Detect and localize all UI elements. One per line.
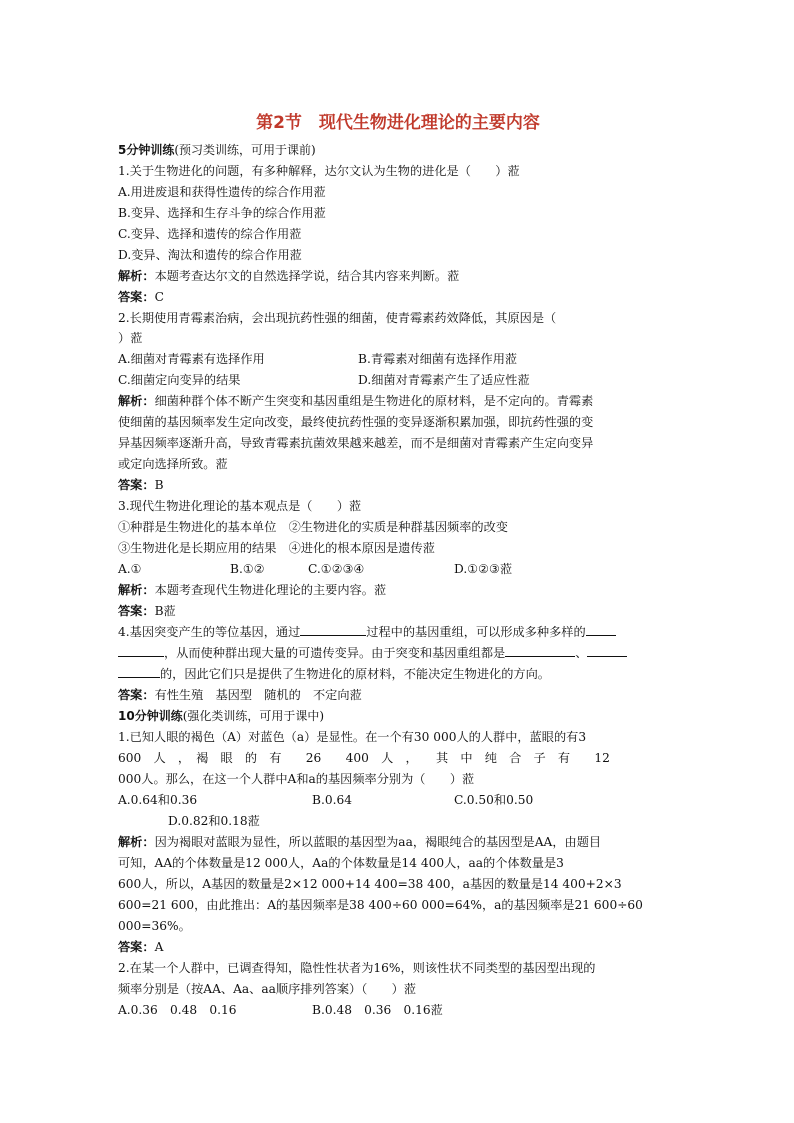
stem-text: 的，因此它们只是提供了生物进化的原材料，不能决定生物进化的方向。 <box>160 667 550 681</box>
answer <box>118 685 362 705</box>
question-stem-cont <box>118 328 142 348</box>
statement-text: ①种群是生物进化的基本单位 ②生物进化的实质是种群基因频率的改变 <box>118 520 508 534</box>
question-stem <box>118 496 361 516</box>
stem-text: 4.基因突变产生的等位基因，通过 <box>118 625 301 639</box>
analysis-cont <box>118 853 564 873</box>
answer-blank[interactable] <box>118 643 164 657</box>
stray-mark: 蒞 <box>504 352 518 366</box>
stem-text: 1.已知人眼的褐色（A）对蓝色（a）是显性。在一个有30 000人的人群中，蓝眼的有3 <box>118 730 587 744</box>
option-d <box>118 245 302 265</box>
stem-text: 2.在某一个人群中，已调查得知，隐性性状者为16%，则该性状不同类型的基因型出现的 <box>118 961 596 975</box>
stray-mark: 蒞 <box>163 604 176 618</box>
analysis-label: 解析： <box>118 835 155 849</box>
analysis <box>118 580 386 600</box>
option-text: D.0.82和0.18 <box>168 814 248 828</box>
analysis-text: 本题考查现代生物进化理论的主要内容。 <box>154 583 374 597</box>
answer-blank[interactable] <box>118 664 160 678</box>
question-stem-cont <box>118 769 474 789</box>
stem-text: ） <box>118 331 131 345</box>
statement-text: ③生物进化是长期应用的结果 ④进化的根本原因是遗传 <box>118 541 423 555</box>
option-b <box>358 349 517 369</box>
answer-blank[interactable] <box>505 643 575 657</box>
answer-label: 答案： <box>118 604 155 618</box>
analysis-text: 异基因频率逐渐升高，导致青霉素抗菌效果越来越差，而不是细菌对青霉素产生定向变异 <box>118 436 594 450</box>
option-a <box>118 559 142 579</box>
answer-text: C <box>154 290 164 304</box>
fill-in-question-cont <box>118 643 627 663</box>
analysis-cont <box>118 454 228 474</box>
stem-text: 过程中的基因重组，可以形成多种多样的 <box>366 625 586 639</box>
option-text: B.①② <box>230 562 265 576</box>
option-text: A.① <box>118 562 142 576</box>
fill-in-question-cont <box>118 664 550 684</box>
option-text: C.①②③④ <box>308 562 365 576</box>
option-c <box>118 224 301 244</box>
option-text: D.细菌对青霉素产生了适应性 <box>358 373 518 387</box>
stray-mark: 蒞 <box>422 541 435 555</box>
option-text: A.用进废退和获得性遗传的综合作用 <box>118 185 314 199</box>
stray-mark: 蒞 <box>447 269 460 283</box>
answer <box>118 475 164 495</box>
stray-mark: 蒞 <box>130 331 143 345</box>
fill-in-question <box>118 622 616 642</box>
analysis-text: 600=21 600，由此推出：A的基因频率是38 400÷60 000=64%，a的基因频率是21 600÷60 <box>118 898 643 912</box>
option-d <box>358 370 530 390</box>
stray-mark: 蒞 <box>313 206 326 220</box>
stem-text: 2.长期使用青霉素治病，会出现抗药性强的细菌，使青霉素药效降低，其原因是（ <box>118 311 557 325</box>
stray-mark: 蒞 <box>289 248 302 262</box>
analysis <box>118 832 601 852</box>
stray-mark: 蒞 <box>462 772 475 786</box>
analysis-text: 使细菌的基因频率发生定向改变，最终使抗药性强的变异逐渐积累加强，即抗药性强的变 <box>118 415 594 429</box>
analysis-cont <box>118 412 593 432</box>
stem-text: 600 人 ， 褐 眼 的 有 26 400 人 ， 其 中 纯 合 子 有 12 <box>118 751 610 765</box>
analysis-cont <box>118 874 622 894</box>
answer-label: 答案： <box>118 478 155 492</box>
stray-mark: 蒞 <box>289 227 302 241</box>
stem-text: 频率分别是（按AA、Aa、aa顺序排列答案）（ ） <box>118 982 404 996</box>
stray-mark: 蒞 <box>507 164 520 178</box>
analysis-text: 因为褐眼对蓝眼为显性，所以蓝眼的基因型为aa，褐眼纯合的基因型是AA，由题目 <box>154 835 602 849</box>
section-label: 10分钟训练 <box>118 709 183 723</box>
answer-blank[interactable] <box>300 622 366 636</box>
analysis-text: 000=36%。 <box>118 919 191 933</box>
stem-text: 3.现代生物进化理论的基本观点是（ ） <box>118 499 350 513</box>
option-text: B.0.48 0.36 0.16 <box>312 1003 431 1017</box>
analysis-text: 600人，所以，A基因的数量是2×12 000+14 400=38 400，a基因的数量是14 400+2×3 <box>118 877 622 891</box>
option-text: B.0.64 <box>312 793 352 807</box>
answer <box>118 287 164 307</box>
analysis-cont <box>118 916 191 936</box>
option-c <box>118 370 240 390</box>
stem-text: 000人。那么，在这一个人群中A和a的基因频率分别为（ ） <box>118 772 463 786</box>
option-d <box>168 811 260 831</box>
option-text: C.0.50和0.50 <box>454 793 534 807</box>
option-text: A.0.64和0.36 <box>118 793 198 807</box>
question-stem <box>118 727 586 747</box>
option-a <box>118 182 326 202</box>
question-stem-cont <box>118 979 416 999</box>
section-heading-5min <box>118 140 316 160</box>
option-b <box>312 1000 443 1020</box>
option-text: B.变异、选择和生存斗争的综合作用 <box>118 206 314 220</box>
option-d <box>454 559 512 579</box>
option-c <box>308 559 364 579</box>
section-note: (预习类训练，可用于课前) <box>174 143 316 157</box>
options-row <box>118 349 265 369</box>
answer-text: B <box>154 604 164 618</box>
analysis-text: 细菌种群个体不断产生突变和基因重组是生物进化的原材料，是不定向的。青霉素 <box>154 394 594 408</box>
analysis <box>118 391 593 411</box>
analysis-cont <box>118 895 643 915</box>
answer-label: 答案： <box>118 688 155 702</box>
question-stem-cont <box>118 748 610 768</box>
option-a <box>118 1000 236 1020</box>
option-text: C.细菌定向变异的结果 <box>118 373 241 387</box>
stray-mark: 蒞 <box>215 457 228 471</box>
section-heading-10min <box>118 706 324 726</box>
analysis-label: 解析： <box>118 583 155 597</box>
answer-text: 有性生殖 基因型 随机的 不定向 <box>154 688 350 702</box>
answer-text: A <box>154 940 164 954</box>
option-text: D.变异、淘汰和遗传的综合作用 <box>118 248 290 262</box>
stray-mark: 蒞 <box>373 583 387 597</box>
stem-text: 、 <box>575 646 588 660</box>
stray-mark: 蒞 <box>403 982 417 996</box>
analysis-label: 解析： <box>118 394 155 408</box>
stray-mark: 蒞 <box>313 185 326 199</box>
option-b <box>230 559 265 579</box>
option-text: B.青霉素对细菌有选择作用 <box>358 352 505 366</box>
analysis-text: 或定向选择所致。 <box>118 457 216 471</box>
answer-label: 答案： <box>118 290 155 304</box>
stray-mark: 蒞 <box>349 688 362 702</box>
option-b <box>312 790 352 810</box>
option-text: A.0.36 0.48 0.16 <box>118 1003 237 1017</box>
stray-mark: 蒞 <box>517 373 530 387</box>
answer <box>118 937 163 957</box>
answer <box>118 601 176 621</box>
stem-text: ，从而使种群出现大量的可遗传变异。由于突变和基因重组都是 <box>164 646 506 660</box>
analysis-text: 本题考查达尔文的自然选择学说，结合其内容来判断。 <box>154 269 448 283</box>
question-stem <box>118 958 595 978</box>
answer-text: B <box>154 478 164 492</box>
option-c <box>454 790 533 810</box>
analysis <box>118 266 459 286</box>
question-stem <box>118 161 520 181</box>
stem-text: 1.关于生物进化的问题，有多种解释，达尔文认为生物的进化是（ ） <box>118 164 508 178</box>
statement-line <box>118 538 435 558</box>
stray-mark: 蒞 <box>430 1003 443 1017</box>
analysis-label: 解析： <box>118 269 155 283</box>
analysis-text: 可知，AA的个体数量是12 000人，Aa的个体数量是14 400人，aa的个体数量是3 <box>118 856 564 870</box>
question-stem <box>118 308 556 328</box>
section-label: 5分钟训练 <box>118 143 175 157</box>
stray-mark: 蒞 <box>247 814 260 828</box>
option-text: D.①②③ <box>454 562 500 576</box>
page-title: 第2节 现代生物进化理论的主要内容 <box>256 113 540 133</box>
answer-blank[interactable] <box>587 643 627 657</box>
option-b <box>118 203 326 223</box>
answer-blank[interactable] <box>586 622 616 636</box>
answer-label: 答案： <box>118 940 155 954</box>
option-a <box>118 790 197 810</box>
statement-line <box>118 517 508 537</box>
option-a: A.细菌对青霉素有选择作用 <box>118 352 265 366</box>
stray-mark: 蒞 <box>349 499 362 513</box>
option-text: C.变异、选择和遗传的综合作用 <box>118 227 290 241</box>
section-note: (强化类训练，可用于课中) <box>182 709 325 723</box>
analysis-cont <box>118 433 593 453</box>
stray-mark: 蒞 <box>500 562 513 576</box>
